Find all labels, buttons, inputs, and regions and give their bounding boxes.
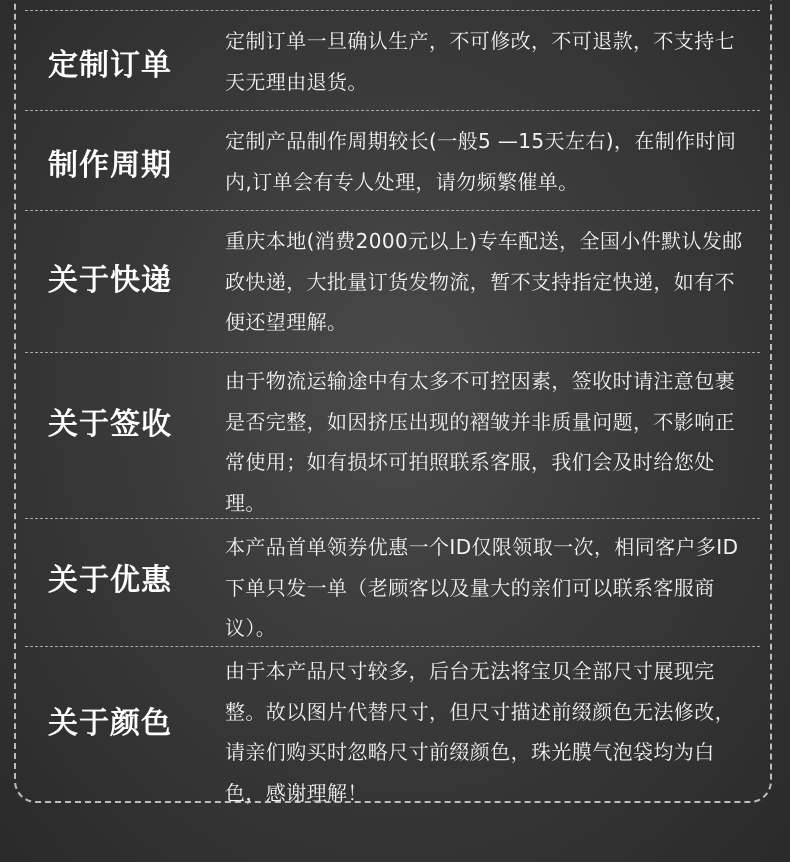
section-color — [25, 646, 760, 806]
section-text: 由于物流运输途中有太多不可控因素，签收时请注意包裹是否完整，如因挤压出现的褶皱并非质量问题，不影响正常使用；如有损坏可拍照联系客服，我们会及时给您处理。 — [225, 369, 735, 515]
section-title: 定制订单 — [48, 48, 172, 83]
section-title: 制作周期 — [48, 148, 172, 183]
section-discount — [25, 518, 760, 646]
section-receipt — [25, 352, 760, 518]
section-title: 关于快递 — [48, 263, 172, 298]
section-text: 重庆本地(消费2000元以上)专车配送，全国小件默认发邮政快递，大批量订货发物流，暂不支持指定快递，如有不便还望理解。 — [225, 229, 743, 334]
section-title: 关于签收 — [48, 407, 172, 442]
section-production-cycle — [25, 110, 760, 210]
section-custom-order — [25, 10, 760, 110]
section-title: 关于颜色 — [48, 706, 172, 741]
section-text: 定制产品制作周期较长(一般5 —15天左右)，在制作时间内,订单会有专人处理，请勿频繁催单。 — [225, 129, 737, 194]
section-text: 本产品首单领券优惠一个ID仅限领取一次，相同客户多ID下单只发一单（老顾客以及量大的亲们可以联系客服商议）。 — [225, 535, 739, 640]
section-text: 定制订单一旦确认生产，不可修改，不可退款，不支持七天无理由退货。 — [225, 29, 735, 94]
section-delivery — [25, 210, 760, 352]
section-text: 由于本产品尺寸较多，后台无法将宝贝全部尺寸展现完整。故以图片代替尺寸，但尺寸描述前缀颜色无法修改，请亲们购买时忽略尺寸前缀颜色，珠光膜气泡袋均为白色，感谢理解！ — [225, 659, 735, 805]
section-title: 关于优惠 — [48, 563, 172, 598]
